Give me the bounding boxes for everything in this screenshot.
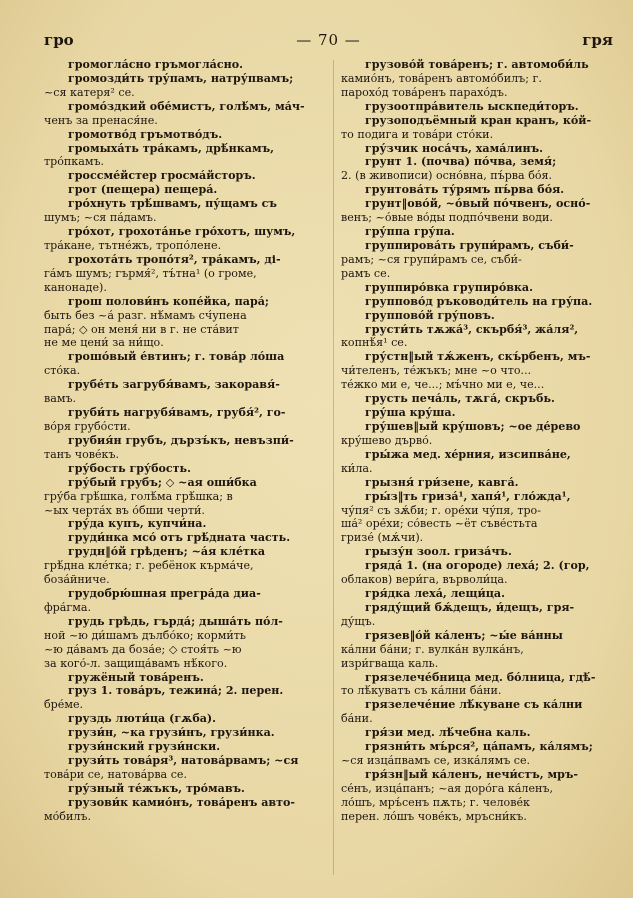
entry-continuation: чу́пя² съ зѫ́би; г. оре́хи чу́пя, тро-	[341, 503, 541, 517]
entry-headline: грот (пещера) пещера́.	[68, 183, 218, 197]
entry-headline: гру́стн‖ый тѫ́женъ, скъ́рбенъ, мъ-	[365, 350, 591, 364]
entry-headline: грузоподъёмный кран кранъ, ко́й-	[365, 113, 592, 127]
dictionary-entry	[44, 671, 326, 685]
entry-continuation: изри́гваща каль.	[341, 656, 439, 670]
dictionary-entry	[341, 476, 617, 490]
dictionary-entry	[44, 462, 326, 476]
guide-word-left: гро	[44, 31, 74, 49]
dictionary-entry	[341, 58, 617, 100]
dictionary-entry	[44, 782, 326, 796]
entry-continuation: рамъ се.	[341, 266, 391, 280]
entry-continuation: не ме цени́ за ни́що.	[44, 336, 164, 350]
dictionary-entry	[341, 183, 617, 197]
entry-headline: гру́ппа гру́па.	[365, 225, 455, 239]
dictionary-entry	[44, 169, 326, 183]
entry-continuation: мо́билъ.	[44, 809, 92, 823]
entry-headline: грязни́ть мъ́рся², ца́памъ, ка́лямъ;	[365, 740, 593, 754]
dictionary-entry	[341, 225, 617, 239]
dictionary-entry	[44, 531, 326, 545]
entry-continuation: камио́нъ, това́ренъ автомо́билъ; г.	[341, 71, 542, 85]
dictionary-entry	[341, 350, 617, 392]
entry-continuation: быть без ~а́ разг. нѣ́мамъ сч́упена	[44, 308, 247, 322]
entry-headline: гры́жа мед. хе́рния, изсипва́не,	[365, 447, 571, 461]
entry-headline: гряду́щий бѫ́дещъ, и́дещъ, гря-	[365, 600, 575, 614]
entry-continuation: ~ся катеря² се.	[44, 85, 135, 99]
entry-continuation: во́ря грубо́сти.	[44, 419, 131, 433]
entry-continuation: грѣ́дна кле́тка; г. ребёнок кърма́че,	[44, 559, 254, 573]
entry-headline: грызу́н зоол. гриза́чъ.	[365, 545, 512, 559]
entry-headline: гроссме́йстер гросма́йсторъ.	[68, 169, 256, 183]
dictionary-entry	[44, 72, 326, 100]
dictionary-entry	[341, 323, 617, 351]
dictionary-entry	[341, 420, 617, 448]
dictionary-entry	[341, 406, 617, 420]
entry-headline: грусть печа́ль, тѫга́, скръбь.	[365, 392, 555, 406]
entry-continuation: танъ чове́къ.	[44, 447, 120, 461]
entry-continuation: бре́ме.	[44, 698, 84, 712]
dictionary-entry	[341, 768, 617, 824]
dictionary-entry	[44, 225, 326, 253]
entry-headline: грузови́к камио́нъ, това́ренъ авто-	[68, 795, 296, 809]
entry-headline: грузи́нский грузи́нски.	[68, 740, 221, 754]
entry-continuation: гру́ба грѣ́шка, голѣ́ма грѣ́шка; в	[44, 489, 233, 503]
entry-headline: груди́нка мсо́ отъ грѣ́дната часть.	[68, 531, 291, 545]
guide-word-right: гря	[582, 31, 613, 49]
entry-continuation: ду́щъ.	[341, 614, 376, 628]
dictionary-entry	[341, 281, 617, 295]
entry-headline: группово́д ръководи́тель на гру́па.	[365, 294, 593, 308]
dictionary-entry	[44, 100, 326, 128]
dictionary-entry	[341, 309, 617, 323]
dictionary-entry	[44, 434, 326, 462]
entry-headline: грудь грѣдь, гърда́; дыша́ть по́л-	[68, 614, 283, 628]
entry-continuation: ка́лни ба́ни; г. вулка́н вулка́нъ,	[341, 642, 524, 656]
entry-continuation: ки́ла.	[341, 461, 373, 475]
entry-headline: грызня́ гри́зене, кавга́.	[365, 475, 519, 489]
entry-headline: груби́ть нагрубя́вамъ, грубя́², го-	[68, 406, 286, 420]
entry-headline: грубия́н грубъ, дързъ́къ, невъзпи́-	[68, 433, 294, 447]
entry-headline: грудн‖о́й грѣденъ; ~а́я кле́тка	[68, 545, 266, 559]
dictionary-entry	[341, 197, 617, 225]
entry-continuation: се́нъ, изца́панъ; ~ая доро́га ка́ленъ,	[341, 781, 554, 795]
dictionary-entry	[341, 239, 617, 281]
entry-headline: гру́зчик носа́чъ, хама́линъ.	[365, 141, 543, 155]
dictionary-entry	[44, 740, 326, 754]
entry-continuation: рамъ; ~ся групи́рамъ се, съби́-	[341, 252, 522, 266]
page-header	[44, 31, 613, 51]
entry-headline: гру́да купъ, купчи́на.	[68, 517, 207, 531]
dictionary-entry	[44, 712, 326, 726]
dictionary-entry	[341, 698, 617, 726]
entry-continuation: канонаде).	[44, 280, 107, 294]
dictionary-entry	[341, 100, 617, 114]
dictionary-entry	[341, 295, 617, 309]
entry-continuation: вамъ.	[44, 392, 77, 406]
dictionary-entry	[341, 559, 617, 587]
dictionary-entry	[341, 629, 617, 671]
entry-headline: гры́з‖ть гриза́¹, хапя́¹, гло́жда¹,	[365, 489, 571, 503]
entry-continuation: венъ; ~о́вые во́ды подпо́чвени води.	[341, 211, 553, 225]
entry-continuation: перен. ло́шъ чове́къ, мръсни́къ.	[341, 809, 527, 823]
entry-continuation: ~ся изца́пвамъ се, изка́лямъ се.	[341, 754, 531, 768]
entry-headline: грунтова́ть ту́рямъ пъ́рва бо́я.	[365, 183, 565, 197]
entry-headline: груз 1. това́ръ, тежина́; 2. перен.	[68, 684, 284, 698]
entry-headline: гря́зи мед. лѣ́чебна каль.	[365, 726, 531, 740]
entry-continuation: ~ю да́вамъ да боза́е; ◇ стоя́ть ~ю	[44, 642, 242, 656]
dictionary-entry	[341, 114, 617, 142]
entry-headline: грузи́ть това́ря³, натова́рвамъ; ~ся	[68, 754, 299, 768]
dictionary-entry	[44, 406, 326, 434]
entry-headline: грязелече́бница мед. бо́лница, гдѣ́-	[365, 670, 596, 684]
entry-continuation: фра́гма.	[44, 600, 91, 614]
dictionary-entry	[341, 155, 617, 183]
entry-continuation: ~ых черта́х въ о́бши черти́.	[44, 503, 205, 517]
entry-headline: группиро́вка групиро́вка.	[365, 280, 533, 294]
entry-headline: группово́й гру́повъ.	[365, 308, 495, 322]
entry-continuation: за кого́-л. защища́вамъ нѣ́кого.	[44, 656, 228, 670]
entry-continuation: ба́ни.	[341, 712, 373, 726]
entry-headline: гружёный това́ренъ.	[68, 670, 204, 684]
dictionary-entry	[44, 754, 326, 782]
dictionary-entry	[44, 517, 326, 531]
dictionary-entry	[44, 796, 326, 824]
entry-headline: грош полови́нъ копе́йка, пара́;	[68, 294, 269, 308]
entry-continuation: парохо́д това́ренъ парахо́дъ.	[341, 85, 508, 99]
entry-continuation: 2. (в живописи) осно́вна, пъ́рва бо́я.	[341, 169, 553, 183]
entry-headline: громозди́ть тру́памъ, натру́пвамъ;	[68, 71, 294, 85]
dictionary-entry	[44, 58, 326, 72]
entry-headline: громотво́д гръмотво́дъ.	[68, 127, 223, 141]
entry-continuation: чи́теленъ, те́жъкъ; мне ~о что...	[341, 364, 532, 378]
dictionary-entry	[44, 142, 326, 170]
dictionary-entry	[341, 740, 617, 768]
dictionary-entry	[44, 197, 326, 225]
entry-headline: груздь люти́ца (гѫба).	[68, 712, 217, 726]
entry-continuation: тра́кане, тътне́жъ, тропо́лене.	[44, 238, 222, 252]
entry-continuation: ло́шъ, мръ́сенъ пѫть; г. челове́к	[341, 795, 530, 809]
dictionary-entry	[44, 183, 326, 197]
entry-continuation: га́мъ шумъ; гърмя́², тъ́тна¹ (о громе,	[44, 266, 257, 280]
entry-headline: грязев‖о́й ка́ленъ; ~ы́е ва́нны	[365, 628, 563, 642]
entry-headline: гру́ша кру́ша.	[365, 406, 456, 420]
dictionary-entry	[44, 253, 326, 295]
entry-continuation: копнѣ́я¹ се.	[341, 336, 408, 350]
dictionary-entry	[44, 545, 326, 587]
entry-continuation: то подига и това́ри сто́ки.	[341, 127, 494, 141]
entry-headline: гру́зный те́жъкъ, тро́мавъ.	[68, 781, 245, 795]
entry-headline: громо́здкий обе́мистъ, голѣ́мъ, ма́ч-	[68, 99, 305, 113]
entry-headline: грошо́вый е́втинъ; г. това́р ло́ша	[68, 350, 285, 364]
entry-continuation: те́жко ми е, че...; мъ́чно ми е, че...	[341, 378, 545, 392]
entry-continuation: това́ри се, натова́рва се.	[44, 768, 188, 782]
entry-continuation: то лѣ́куватъ съ ка́лни ба́ни.	[341, 684, 502, 698]
entry-continuation: гризе́ (мѫ́чи).	[341, 531, 424, 545]
dictionary-entry	[341, 545, 617, 559]
entry-continuation: ной ~ю ди́шамъ дълбо́ко; корми́ть	[44, 628, 246, 642]
dictionary-entry	[341, 587, 617, 601]
entry-headline: грунт 1. (почва) по́чва, земя́;	[365, 155, 557, 169]
entry-headline: гру́бость гру́бость.	[68, 461, 191, 475]
entry-headline: гря́зн‖ый ка́ленъ, нечи́стъ, мръ-	[365, 768, 579, 782]
entry-headline: грубе́ть загрубя́вамъ, закоравя́-	[68, 378, 280, 392]
entry-headline: грунт‖ово́й, ~о́вый по́чвенъ, осно́-	[365, 197, 591, 211]
dictionary-entry	[341, 448, 617, 476]
entry-headline: грузоотпра́витель ыскпеди́торъ.	[365, 99, 579, 113]
dictionary-entry	[44, 476, 326, 518]
entry-headline: гря́дка леха́, лещи́ца.	[365, 587, 505, 601]
entry-continuation: пара́; ◇ он меня́ ни в г. не ста́вит	[44, 322, 239, 336]
dictionary-entry	[44, 350, 326, 378]
entry-headline: грудобрю́шная прегра́да диа-	[68, 587, 261, 601]
entry-headline: грузи́н, ~ка грузи́нъ, грузи́нка.	[68, 726, 275, 740]
dictionary-entry	[44, 295, 326, 351]
entry-headline: гро́хнуть трѣ́швамъ, пу́щамъ съ	[68, 197, 277, 211]
entry-headline: грохота́ть тропо́тя², тра́камъ, ді-	[68, 252, 281, 266]
left-column	[44, 58, 326, 876]
dictionary-entry	[341, 671, 617, 699]
entry-headline: громогла́сно гръмогла́сно.	[68, 58, 243, 71]
entry-headline: гру́бый грубъ; ◇ ~ая оши́бка	[68, 475, 257, 489]
dictionary-entry	[44, 587, 326, 615]
entry-continuation: тро́пкамъ.	[44, 155, 105, 169]
entry-continuation: шумъ; ~ся па́дамъ.	[44, 211, 157, 225]
column-divider	[333, 60, 334, 875]
entry-continuation: кру́шево дърво́.	[341, 433, 433, 447]
entry-headline: гро́хот, грохота́нье гро́хотъ, шумъ,	[68, 225, 296, 239]
entry-headline: громыха́ть тра́камъ, дрѣ́нкамъ,	[68, 141, 274, 155]
entry-headline: группирова́ть групи́рамъ, съби́-	[365, 238, 574, 252]
entry-headline: грусти́ть тѫжа́³, скърбя́³, жа́ля²,	[365, 322, 579, 336]
dictionary-entry	[341, 490, 617, 546]
entry-continuation: облаков) вери́га, върволи́ца.	[341, 573, 508, 587]
dictionary-entry	[341, 726, 617, 740]
dictionary-entry	[44, 615, 326, 671]
entry-continuation: ченъ за пренася́не.	[44, 113, 158, 127]
dictionary-entry	[44, 726, 326, 740]
entry-headline: гру́шев‖ый кру́шовъ; ~ое де́рево	[365, 419, 581, 433]
entry-headline: гряда́ 1. (на огороде) леха́; 2. (гор,	[365, 559, 590, 573]
dictionary-entry	[44, 378, 326, 406]
entry-headline: грузово́й това́ренъ; г. автомоби́ль	[365, 58, 589, 71]
dictionary-entry	[341, 601, 617, 629]
entry-continuation: боза́йниче.	[44, 573, 110, 587]
entry-headline: грязелече́ние лѣ́куване съ ка́лни	[365, 698, 583, 712]
entry-continuation: ша́² оре́хи; со́весть ~ёт съве́стьта	[341, 517, 538, 531]
dictionary-entry	[44, 128, 326, 142]
dictionary-entry	[341, 392, 617, 406]
entry-continuation: сто́ка.	[44, 364, 81, 378]
dictionary-entry	[44, 684, 326, 712]
right-column	[341, 58, 617, 876]
page-number: — 70 —	[296, 31, 361, 49]
dictionary-entry	[341, 142, 617, 156]
